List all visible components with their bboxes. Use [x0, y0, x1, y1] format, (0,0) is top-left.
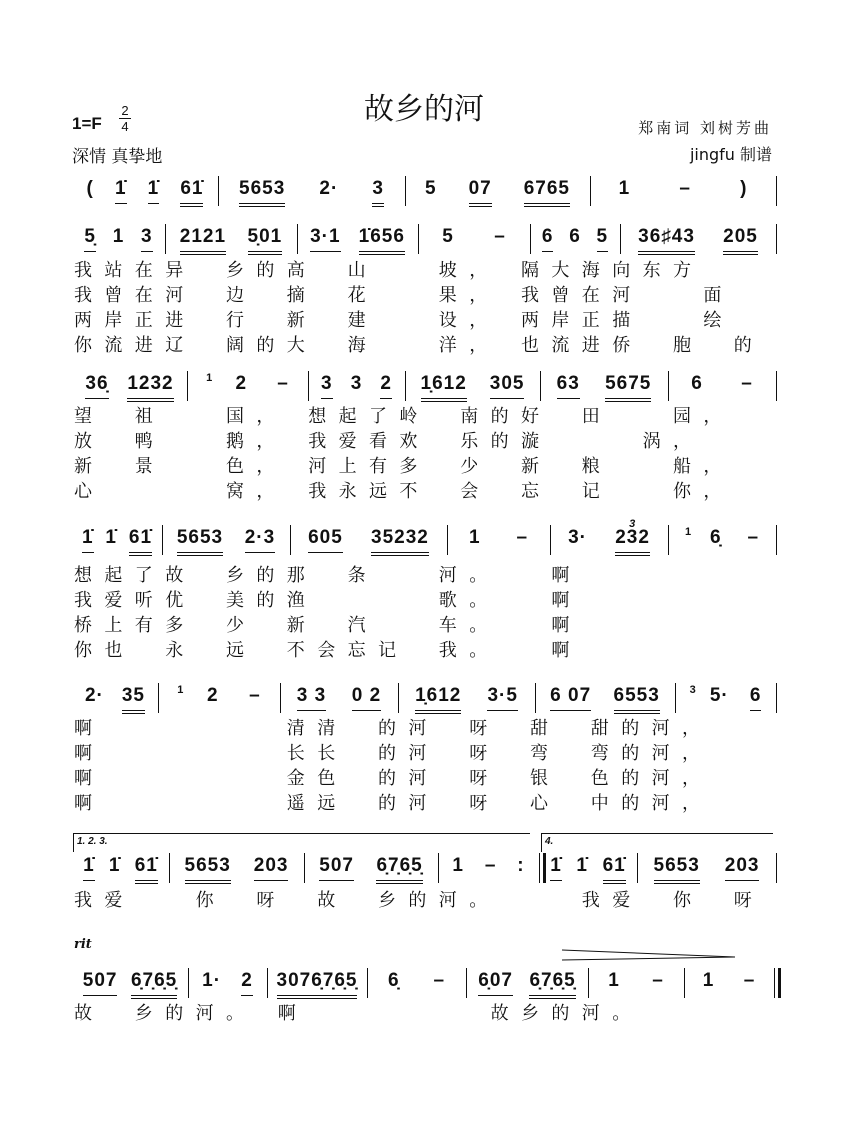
lyric-line: 我曾在河 边 摘 花 果， 我曾在河 面	[74, 285, 734, 306]
note-group: 3·5	[487, 685, 517, 711]
measure	[544, 373, 664, 403]
note-group: 1̇	[115, 178, 127, 204]
barline	[675, 683, 676, 713]
final-barline	[774, 968, 781, 998]
barline	[308, 371, 309, 401]
note-group: 2·	[319, 178, 339, 199]
lyric-line: 你也 永 远 不会忘记 我。 啊	[74, 640, 582, 661]
barline	[438, 853, 439, 883]
note-group: 6	[750, 685, 762, 711]
note-group: (	[86, 178, 94, 199]
note-group: 1̇	[82, 527, 94, 553]
arranger-credit: jingfu 制谱	[689, 145, 772, 164]
barline	[267, 968, 268, 998]
barline	[169, 853, 170, 883]
key-signature: 1=F	[72, 114, 102, 133]
measure	[191, 373, 304, 403]
note-group: 2	[206, 685, 219, 706]
note-group: 1̇	[550, 855, 562, 881]
note-group: 1̇656	[359, 226, 405, 255]
barline	[297, 224, 298, 254]
barline	[405, 371, 406, 401]
note-group: 61̇	[129, 527, 152, 556]
note-group: 36̣	[85, 373, 108, 399]
note-group: 1	[618, 178, 631, 199]
note-group: –	[484, 855, 497, 876]
note-group: 07	[469, 178, 492, 207]
note-group: 3	[350, 373, 363, 394]
lyric-line: 我爱听优 美的渔 歌。 啊	[74, 590, 582, 611]
note-group: 1̣612	[421, 373, 467, 402]
barline	[405, 176, 406, 206]
measure	[594, 178, 772, 208]
measure	[402, 685, 531, 715]
note-group: 63	[557, 373, 580, 399]
note-group: –	[741, 373, 753, 394]
measure	[76, 855, 165, 885]
lyric-line: 故 乡的河。 啊 故乡的河。	[74, 1003, 643, 1024]
barline	[535, 683, 536, 713]
note-group: 1̇	[576, 855, 588, 876]
staff-system	[0, 518, 848, 567]
note-group: 3	[321, 373, 333, 399]
time-signature	[119, 104, 131, 133]
measure	[169, 226, 293, 256]
note-group: 1	[468, 527, 481, 548]
grace-note: 1	[206, 372, 214, 384]
measure	[422, 226, 526, 256]
note-group: 61̇	[603, 855, 626, 884]
note-group: 5̣	[84, 226, 96, 252]
note-group: 1	[608, 970, 620, 991]
lyric-line: 啊 遥远 的河 呀 心 中的河，	[74, 793, 713, 814]
note-group: 6	[569, 226, 581, 247]
note-group: 1̇	[108, 855, 121, 876]
time-signature-top: 2	[121, 103, 129, 118]
note-group: 2	[241, 970, 253, 996]
note-group: 3076̣7̣6̣5̣	[277, 970, 358, 999]
note-group: 3	[372, 178, 384, 207]
note-group: –	[249, 685, 261, 706]
measure	[554, 518, 664, 557]
note-group: 203	[254, 855, 289, 881]
barline	[540, 371, 541, 401]
measure	[539, 685, 671, 715]
note-group: 6	[691, 373, 703, 394]
note-group: 1̇	[105, 527, 117, 548]
measure	[294, 527, 443, 557]
note-group: 6553	[614, 685, 660, 714]
lyric-line: 啊 长长 的河 呀 弯 弯的河，	[74, 743, 713, 764]
measure	[76, 527, 158, 557]
lyric-line: 啊 金色 的河 呀 银 色的河，	[74, 768, 713, 789]
barline	[776, 683, 777, 713]
note-group: 3 3	[297, 685, 326, 711]
measure	[672, 373, 772, 403]
barline	[620, 224, 621, 254]
note-group: 507	[319, 855, 354, 881]
barline	[590, 176, 591, 206]
measure	[173, 855, 300, 885]
lyric-line: 放 鸭 鹅， 我爱看欢 乐的漩 涡，	[74, 431, 704, 452]
lyric-line: 新 景 色， 河上有多 少 新 粮 船，	[74, 456, 734, 477]
note-group: 205	[723, 226, 758, 255]
score-title: 故乡的河	[364, 92, 484, 127]
barline	[776, 176, 777, 206]
measure	[222, 178, 401, 208]
barline	[188, 968, 189, 998]
barline	[158, 683, 159, 713]
note-group: 2121	[180, 226, 226, 255]
grace-note: 3	[689, 684, 697, 696]
barline	[588, 968, 589, 998]
barline	[550, 525, 551, 555]
lyric-line: 心 窝， 我永远不 会 忘 记 你，	[74, 481, 734, 502]
barline	[367, 968, 368, 998]
measure	[301, 226, 414, 256]
triplet-mark: 3	[629, 518, 637, 530]
volta-1-label: 1. 2. 3.	[77, 836, 108, 847]
lyric-line: 我站在异 乡的高 山 坡， 隔大海向东方	[74, 260, 704, 281]
note-group: 2	[380, 373, 392, 399]
note-group: –	[679, 178, 691, 199]
note-group: 5·	[709, 685, 729, 706]
measure	[543, 855, 633, 885]
note-group: 6̣7̣6̣5̣	[529, 970, 575, 999]
lyric-line: 你流进辽 阔的大 海 洋， 也流进侨 胞 的	[74, 335, 765, 356]
lyric-line: 我爱 你 呀 故 乡的河。 我爱 你 呀	[74, 890, 765, 911]
note-group: 5653	[185, 855, 231, 884]
tempo-marking: 深情 真挚地	[72, 147, 163, 167]
barline	[418, 224, 419, 254]
measure	[470, 970, 584, 1000]
measure	[371, 970, 462, 1000]
note-group: 5	[442, 226, 454, 247]
note-group: 1	[452, 855, 464, 876]
note-group: 1·	[202, 970, 222, 991]
barline	[165, 224, 166, 254]
note-group: 5653	[239, 178, 285, 207]
barline	[684, 968, 685, 998]
lyric-line: 啊 清清 的河 呀 甜 甜的河，	[74, 718, 713, 739]
note-group: 203	[725, 855, 760, 881]
note-group: 5653	[654, 855, 700, 884]
measure	[166, 527, 286, 557]
barline	[290, 525, 291, 555]
note-group: 3	[141, 226, 153, 252]
measure	[641, 855, 772, 885]
measure	[312, 373, 401, 403]
lyric-line: 望 祖 国， 想起了岭 南的好 田 园，	[74, 406, 734, 427]
note-group: 1̇	[83, 855, 95, 881]
note-group: 305	[490, 373, 525, 399]
measure	[76, 685, 154, 715]
note-group: )	[740, 178, 748, 199]
volta-bracket-2	[541, 833, 773, 852]
measure	[409, 178, 586, 208]
note-group: 6̣	[709, 527, 722, 548]
barline	[668, 525, 669, 555]
barline	[280, 683, 281, 713]
measure	[451, 527, 546, 557]
note-group: 0 2	[352, 685, 381, 711]
note-group: 5	[425, 178, 437, 199]
decrescendo-hairpin	[560, 945, 740, 965]
note-group: 2·3	[245, 527, 275, 553]
barline	[466, 968, 467, 998]
measure	[442, 855, 535, 885]
measure	[271, 970, 363, 1000]
note-group: 3·	[568, 527, 587, 548]
composer-credits: 郑南词 刘树芳曲	[638, 119, 772, 137]
measure	[284, 685, 394, 715]
note-group: 35232	[371, 527, 429, 556]
measure	[672, 527, 772, 557]
volta-2-label: 4.	[545, 836, 554, 847]
volta-bracket-1	[73, 833, 530, 852]
note-group: 35	[122, 685, 145, 714]
barline	[218, 176, 219, 206]
measure	[624, 226, 772, 256]
note-group: 605	[308, 527, 343, 553]
measure	[688, 970, 770, 1000]
note-group: 1232	[127, 373, 173, 402]
note-group: 1̇	[148, 178, 160, 204]
note-group: 61̇	[180, 178, 203, 207]
note-group: –	[277, 373, 289, 394]
barline	[162, 525, 163, 555]
barline	[776, 371, 777, 401]
note-group: 6̣	[387, 970, 400, 991]
note-group: 6765	[524, 178, 570, 207]
time-signature-bottom: 4	[121, 119, 129, 134]
note-group: 6̣07	[478, 970, 513, 996]
measure	[192, 970, 263, 1000]
note-group: 6̣7̣6̣5̣	[376, 855, 422, 884]
note-group: 1	[702, 970, 715, 991]
note-group: –	[494, 226, 506, 247]
measure	[76, 178, 214, 208]
staff-system	[0, 178, 848, 218]
note-group: 1	[112, 226, 125, 247]
note-group: 1̣612	[415, 685, 461, 714]
measure	[308, 855, 434, 885]
grace-note: 1	[684, 526, 693, 538]
measure	[592, 970, 680, 1000]
barline	[776, 525, 777, 555]
measure	[76, 373, 183, 403]
lyric-line: 两岸正进 行 新 建 设， 两岸正描 绘	[74, 310, 734, 331]
note-group: 2·	[84, 685, 104, 706]
note-group: 507	[83, 970, 118, 996]
barline	[398, 683, 399, 713]
note-group: 5	[597, 226, 609, 252]
note-group: 36♯43	[638, 226, 695, 255]
barline	[447, 525, 448, 555]
ritardando-marking: rit	[74, 937, 92, 952]
lyric-line: 桥上有多 少 新 汽 车。 啊	[74, 615, 582, 636]
note-group: 5̣01	[248, 226, 283, 255]
note-group: –	[516, 527, 529, 548]
barline	[187, 371, 188, 401]
barline	[668, 371, 669, 401]
note-group: 5675	[605, 373, 651, 402]
note-group: –	[747, 527, 760, 548]
note-group: –	[743, 970, 756, 991]
note-group: 232 3	[615, 527, 650, 556]
measure	[76, 970, 184, 1000]
barline	[530, 224, 531, 254]
note-group: :	[517, 855, 525, 876]
note-group: 6̣7̣6̣5̣	[131, 970, 177, 999]
note-group: 5653	[177, 527, 223, 556]
note-group: –	[652, 970, 664, 991]
barline	[637, 853, 638, 883]
measure	[409, 373, 536, 403]
grace-note: 1	[177, 684, 185, 696]
note-group: 61̇	[135, 855, 158, 884]
measure	[162, 685, 276, 715]
note-group: 2	[235, 373, 248, 394]
lyric-line: 想起了故 乡的那 条 河。 啊	[74, 565, 582, 586]
barline	[776, 853, 777, 883]
note-group: 6	[542, 226, 554, 252]
note-group: 6 07	[550, 685, 591, 711]
barline	[304, 853, 305, 883]
note-group: –	[433, 970, 446, 991]
measure	[679, 685, 772, 715]
measure	[76, 226, 161, 256]
note-group: 3·1	[310, 226, 340, 252]
measure	[534, 226, 616, 256]
barline	[776, 224, 777, 254]
